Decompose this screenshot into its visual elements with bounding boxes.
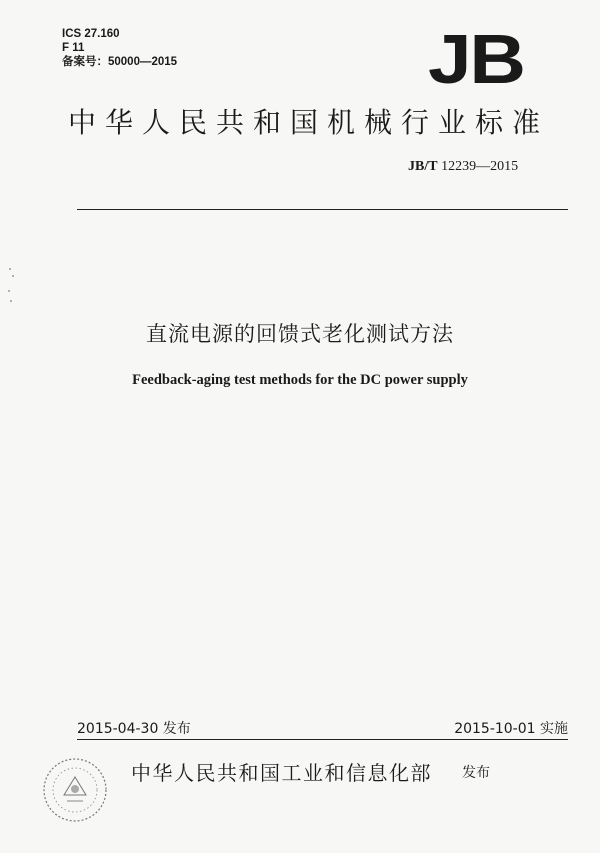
ics-code: ICS 27.160 (62, 28, 120, 40)
organization-title: 中华人民共和国机械行业标准 (68, 106, 550, 139)
standard-code-prefix: JB/T (408, 159, 438, 174)
bottom-divider (77, 739, 568, 740)
publisher-name: 中华人民共和国工业和信息化部 (131, 761, 432, 785)
standard-code-number: 12239—2015 (441, 159, 519, 174)
implementation-date: 2015-10-01 实施 (454, 721, 568, 737)
scan-speck (10, 300, 12, 302)
standard-code (408, 159, 518, 175)
document-title-english: Feedback-aging test methods for the DC power supply (132, 372, 468, 388)
classification-code: F 11 (62, 42, 85, 54)
scan-speck (8, 290, 10, 292)
jb-logo: JB (428, 20, 524, 98)
issue-date: 2015-04-30 发布 (77, 721, 191, 737)
scan-speck (9, 268, 11, 270)
publisher-suffix: 发布 (462, 765, 490, 781)
ministry-seal-icon (40, 755, 110, 825)
scan-speck (12, 275, 14, 277)
top-divider (77, 209, 568, 210)
filing-number: 备案号：50000—2015 (62, 56, 178, 68)
document-title-chinese: 直流电源的回馈式老化测试方法 (146, 322, 454, 346)
